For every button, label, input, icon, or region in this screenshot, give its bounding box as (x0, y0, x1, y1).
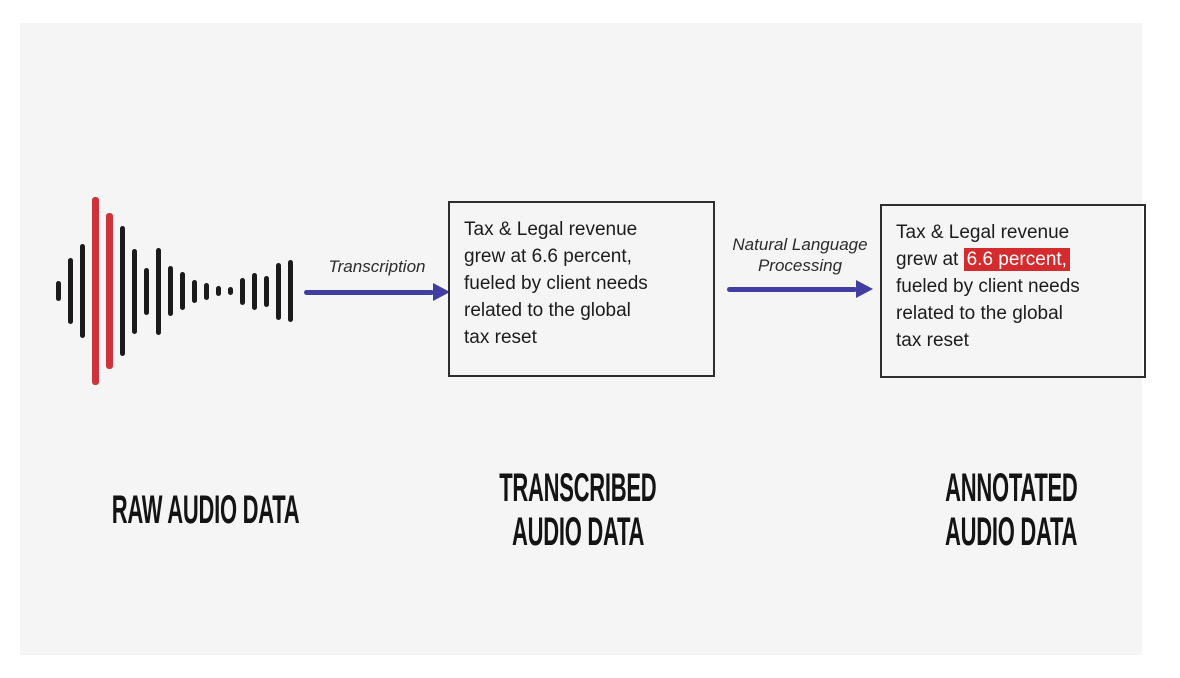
waveform-bar (264, 276, 269, 307)
arrow-line (304, 290, 434, 295)
annotated-line: tax reset (896, 330, 969, 351)
waveform-bar (92, 197, 99, 385)
transcribed-text-box (448, 201, 715, 377)
waveform-bar (56, 281, 61, 301)
transcribed-line: Tax & Legal revenue (464, 219, 638, 240)
caption-line: AUDIO DATA (511, 510, 645, 554)
waveform-bar (144, 268, 149, 315)
waveform-bar (252, 273, 257, 310)
waveform-bar (80, 244, 85, 338)
transcription-arrow-icon (304, 283, 450, 301)
nlp-arrow-label-line2: Processing (757, 256, 843, 275)
waveform-bar (276, 263, 281, 320)
nlp-arrow-label-line1: Natural Language (732, 235, 868, 254)
transcribed-line: grew at 6.6 percent, (464, 246, 632, 267)
nlp-arrow-icon (727, 280, 873, 298)
caption-annotated-audio-data (861, 466, 1161, 554)
nlp-step (720, 234, 880, 298)
highlight-annotation: 6.6 percent, (964, 248, 1070, 271)
waveform-bar (168, 266, 173, 316)
caption-line: RAW AUDIO DATA (111, 488, 300, 532)
annotated-line-prefix: grew at (896, 249, 964, 270)
caption-line: TRANSCRIBED (499, 466, 657, 510)
waveform-bar (204, 283, 209, 300)
caption-line: AUDIO DATA (944, 510, 1078, 554)
transcribed-line: fueled by client needs (464, 273, 648, 294)
waveform-bar (192, 280, 197, 303)
waveform-bar (240, 278, 245, 305)
transcribed-line: related to the global (464, 300, 631, 321)
caption-line: ANNOTATED (944, 466, 1078, 510)
annotated-line: related to the global (896, 303, 1063, 324)
transcription-arrow-label: Transcription (328, 257, 426, 276)
waveform-bar (216, 286, 221, 296)
waveform-bar (132, 249, 137, 334)
waveform-bar (120, 226, 125, 356)
caption-raw-audio-data (35, 488, 335, 532)
waveform-bar (68, 258, 73, 324)
caption-transcribed-audio-data (428, 466, 728, 554)
transcription-step (304, 256, 450, 301)
transcribed-line: tax reset (464, 327, 537, 348)
waveform-bar (156, 248, 161, 335)
arrow-line (727, 287, 857, 292)
waveform-bar (180, 272, 185, 310)
annotated-line: fueled by client needs (896, 276, 1080, 297)
annotated-text-box (880, 204, 1146, 378)
annotated-line: Tax & Legal revenue (896, 222, 1070, 243)
waveform-bar (228, 287, 233, 295)
waveform-bar (288, 260, 293, 322)
arrow-head-icon (856, 280, 873, 298)
audio-waveform-icon (56, 193, 293, 389)
waveform-bar (106, 213, 113, 369)
diagram-panel (20, 23, 1142, 655)
